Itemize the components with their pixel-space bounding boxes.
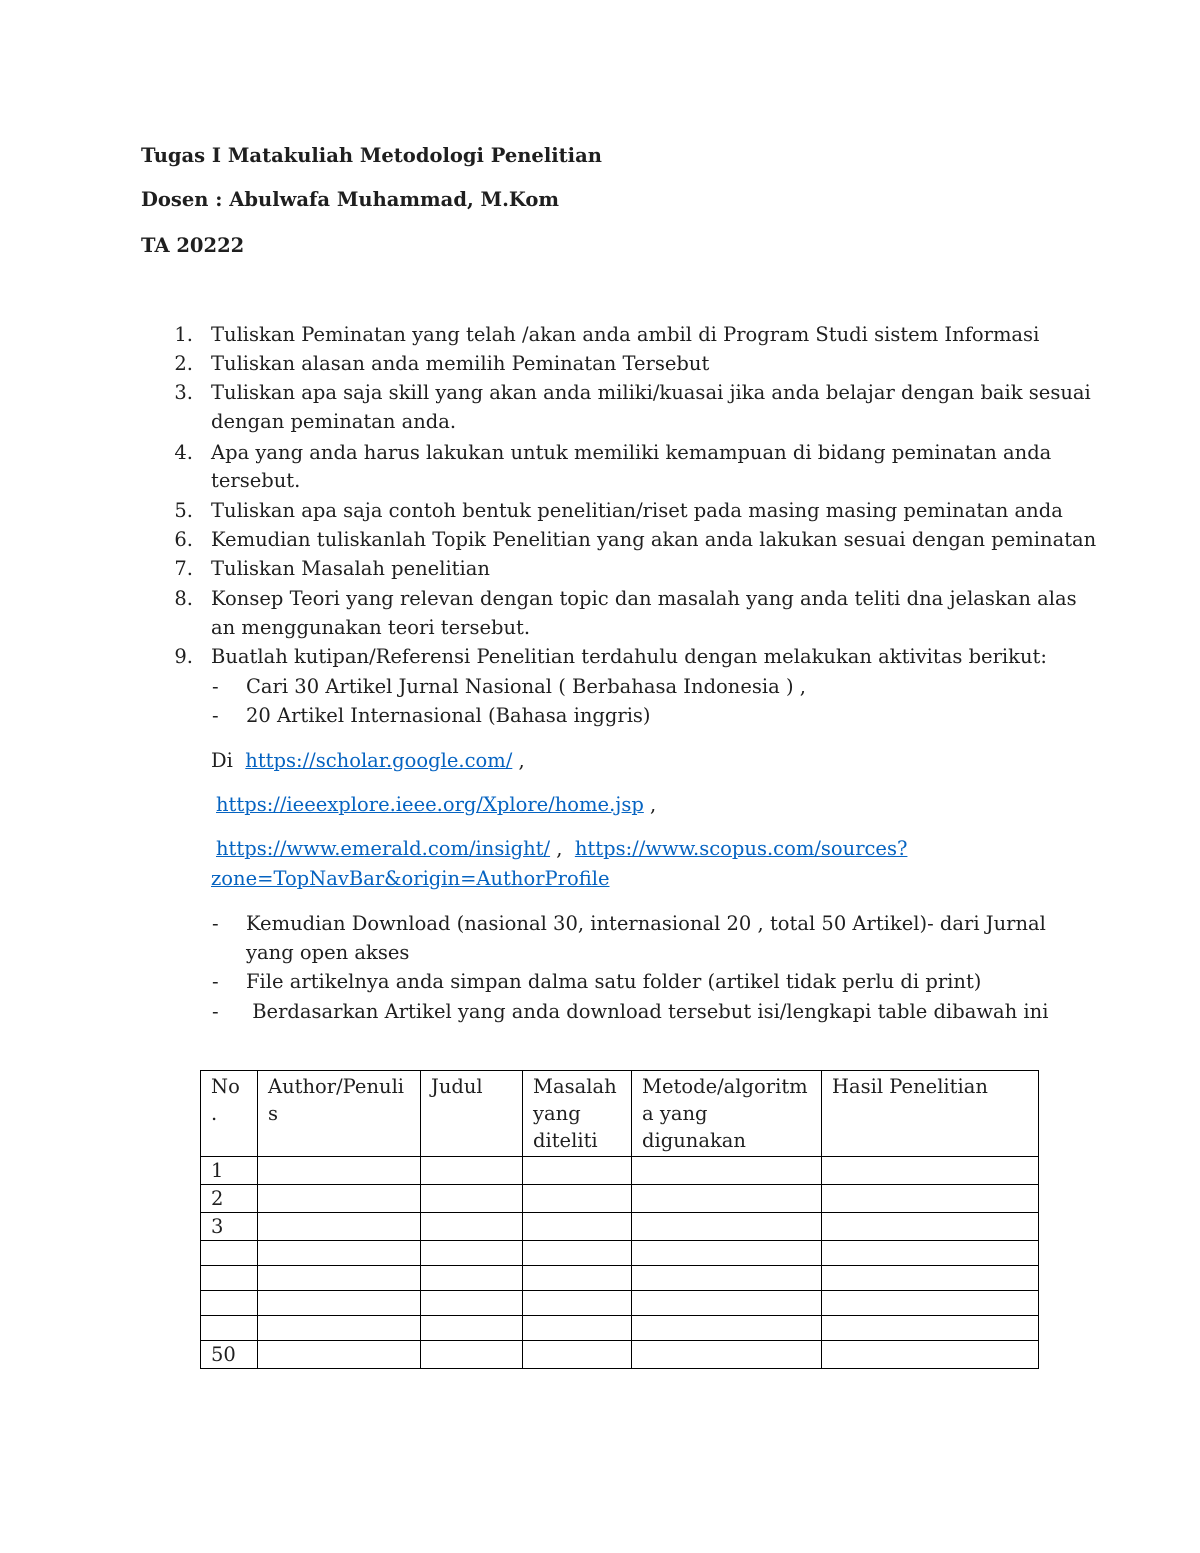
table-cell[interactable] [822, 1316, 1039, 1341]
scopus-link-continued[interactable]: zone=TopNavBar&origin=AuthorProfile [211, 867, 610, 890]
header-author: Author/Penuli s [258, 1071, 421, 1157]
list-item: File artikelnya anda simpan dalma satu folder (artikel tidak perlu di print) [246, 970, 982, 993]
table-cell[interactable] [523, 1341, 632, 1369]
table-cell[interactable] [822, 1213, 1039, 1241]
row-number [201, 1291, 258, 1316]
table-row [201, 1241, 1039, 1266]
table-cell[interactable] [421, 1241, 523, 1266]
table-row [201, 1266, 1039, 1291]
literature-table [200, 1070, 1039, 1369]
table-cell[interactable] [523, 1316, 632, 1341]
table-cell[interactable] [523, 1241, 632, 1266]
table-cell[interactable] [258, 1185, 421, 1213]
table-cell[interactable] [421, 1157, 523, 1185]
table-cell[interactable] [258, 1241, 421, 1266]
table-cell[interactable] [421, 1185, 523, 1213]
header-no: No . [201, 1071, 258, 1157]
table-cell[interactable] [421, 1291, 523, 1316]
list-item: Cari 30 Artikel Jurnal Nasional ( Berbahasa Indonesia ) , [246, 675, 806, 698]
lecturer-line: Dosen : Abulwafa Muhammad, M.Kom [141, 188, 560, 211]
row-number [201, 1241, 258, 1266]
table-cell[interactable] [632, 1185, 822, 1213]
table-cell[interactable] [822, 1185, 1039, 1213]
table-cell[interactable] [258, 1316, 421, 1341]
ieee-link[interactable]: https://ieeexplore.ieee.org/Xplore/home.jsp [216, 793, 644, 816]
header-metode: Metode/algoritm a yang digunakan [632, 1071, 822, 1157]
table-cell[interactable] [421, 1213, 523, 1241]
table-row [201, 1185, 1039, 1213]
scopus-link[interactable]: https://www.scopus.com/sources? [574, 837, 908, 860]
document-page: Tugas I Matakuliah Metodologi Penelitian Dosen : Abulwafa Muhammad, M.Kom TA 20222 1. Tuliskan Peminatan yang telah /akan anda ambil di Program Studi sistem Informasi 2. Tuliskan alasan anda memilih Peminatan Tersebut 3. Tuliskan apa saja skill yang akan anda miliki/kuasai jika anda belajar dengan baik sesuai dengan peminatan anda. 4. Apa yang anda harus lakukan untuk memiliki kemampuan di bidang peminatan anda tersebut. 5. Tuliskan apa saja contoh bentuk penelitian/riset pada masing masing peminatan anda 6. Kemudian tuliskanlah Topik Penelitian yang akan anda lakukan sesuai dengan peminatan 7. Tuliskan Masalah penelitian 8. Konsep Teori yang relevan dengan topic dan masalah yang anda teliti dna jelaskan alas an menggunakan teori tersebut. 9. Buatlah kutipan/Referensi Penelitian terdahulu dengan melakukan aktivitas berikut: - Cari 30 Artikel Jurnal Nasional ( Berbahasa Indonesia ) , - 20 Artikel Internasional (Bahasa inggris) Di https://scholar.google.com/ , https://ieeexplore.ieee.org/Xplore/home.jsp , https://www.emerald.com/insight/ , https://www.scopus.com/sources? zone=TopNavBar&origin=AuthorProfile - Kemudian Download (nasional 30, internasional 20 , total 50 Artikel)- dari Jurnal yang open akses - File artikelnya anda simpan dalma satu folder (artikel tidak perlu di print) - Berdasarkan Artikel yang anda download tersebut isi/lengkapi table dibawah ini No . Author/Penuli s Judul Masalah yang diteliti Metode/algoritm a yang digunakan Hasil Penelitian 1 2 3 50 [0, 0, 1200, 1553]
row-number: 1 [201, 1157, 258, 1185]
header-hasil: Hasil Penelitian [822, 1071, 1039, 1157]
assignment-title: Tugas I Matakuliah Metodologi Penelitian [141, 144, 602, 167]
table-cell[interactable] [632, 1341, 822, 1369]
table-cell[interactable] [632, 1316, 822, 1341]
list-item-continued: yang open akses [246, 941, 410, 964]
table-cell[interactable] [258, 1341, 421, 1369]
table-cell[interactable] [632, 1157, 822, 1185]
table-cell[interactable] [632, 1241, 822, 1266]
table-cell[interactable] [523, 1266, 632, 1291]
emerald-link[interactable]: https://www.emerald.com/insight/ [216, 837, 551, 860]
table-row [201, 1341, 1039, 1369]
table-cell[interactable] [421, 1341, 523, 1369]
list-item: Kemudian Download (nasional 30, internasional 20 , total 50 Artikel)- dari Jurnal [246, 912, 1046, 935]
table-cell[interactable] [258, 1266, 421, 1291]
header-judul: Judul [421, 1071, 523, 1157]
row-number: 2 [201, 1185, 258, 1213]
table-row [201, 1157, 1039, 1185]
table-cell[interactable] [421, 1316, 523, 1341]
academic-year: TA 20222 [141, 234, 245, 257]
table-cell[interactable] [632, 1213, 822, 1241]
table-cell[interactable] [258, 1291, 421, 1316]
row-number [201, 1316, 258, 1341]
table-row [201, 1213, 1039, 1241]
row-number: 50 [201, 1341, 258, 1369]
table-row [201, 1316, 1039, 1341]
table-cell[interactable] [822, 1241, 1039, 1266]
table-cell[interactable] [822, 1157, 1039, 1185]
table-cell[interactable] [523, 1157, 632, 1185]
list-item: Berdasarkan Artikel yang anda download tersebut isi/lengkapi table dibawah ini [246, 1000, 1049, 1023]
table-cell[interactable] [822, 1341, 1039, 1369]
row-number [201, 1266, 258, 1291]
table-cell[interactable] [258, 1213, 421, 1241]
table-cell[interactable] [523, 1291, 632, 1316]
table-cell[interactable] [632, 1291, 822, 1316]
table-header-row [201, 1071, 1039, 1157]
list-item: 20 Artikel Internasional (Bahasa inggris) [246, 704, 651, 727]
table-cell[interactable] [258, 1157, 421, 1185]
table-cell[interactable] [523, 1213, 632, 1241]
table-cell[interactable] [632, 1266, 822, 1291]
table-cell[interactable] [822, 1291, 1039, 1316]
table-cell[interactable] [822, 1266, 1039, 1291]
scholar-link[interactable]: https://scholar.google.com/ [245, 749, 513, 772]
row-number: 3 [201, 1213, 258, 1241]
table-cell[interactable] [523, 1185, 632, 1213]
header-masalah: Masalah yang diteliti [523, 1071, 632, 1157]
di-prefix: Di [211, 749, 233, 772]
table-row [201, 1291, 1039, 1316]
table-cell[interactable] [421, 1266, 523, 1291]
